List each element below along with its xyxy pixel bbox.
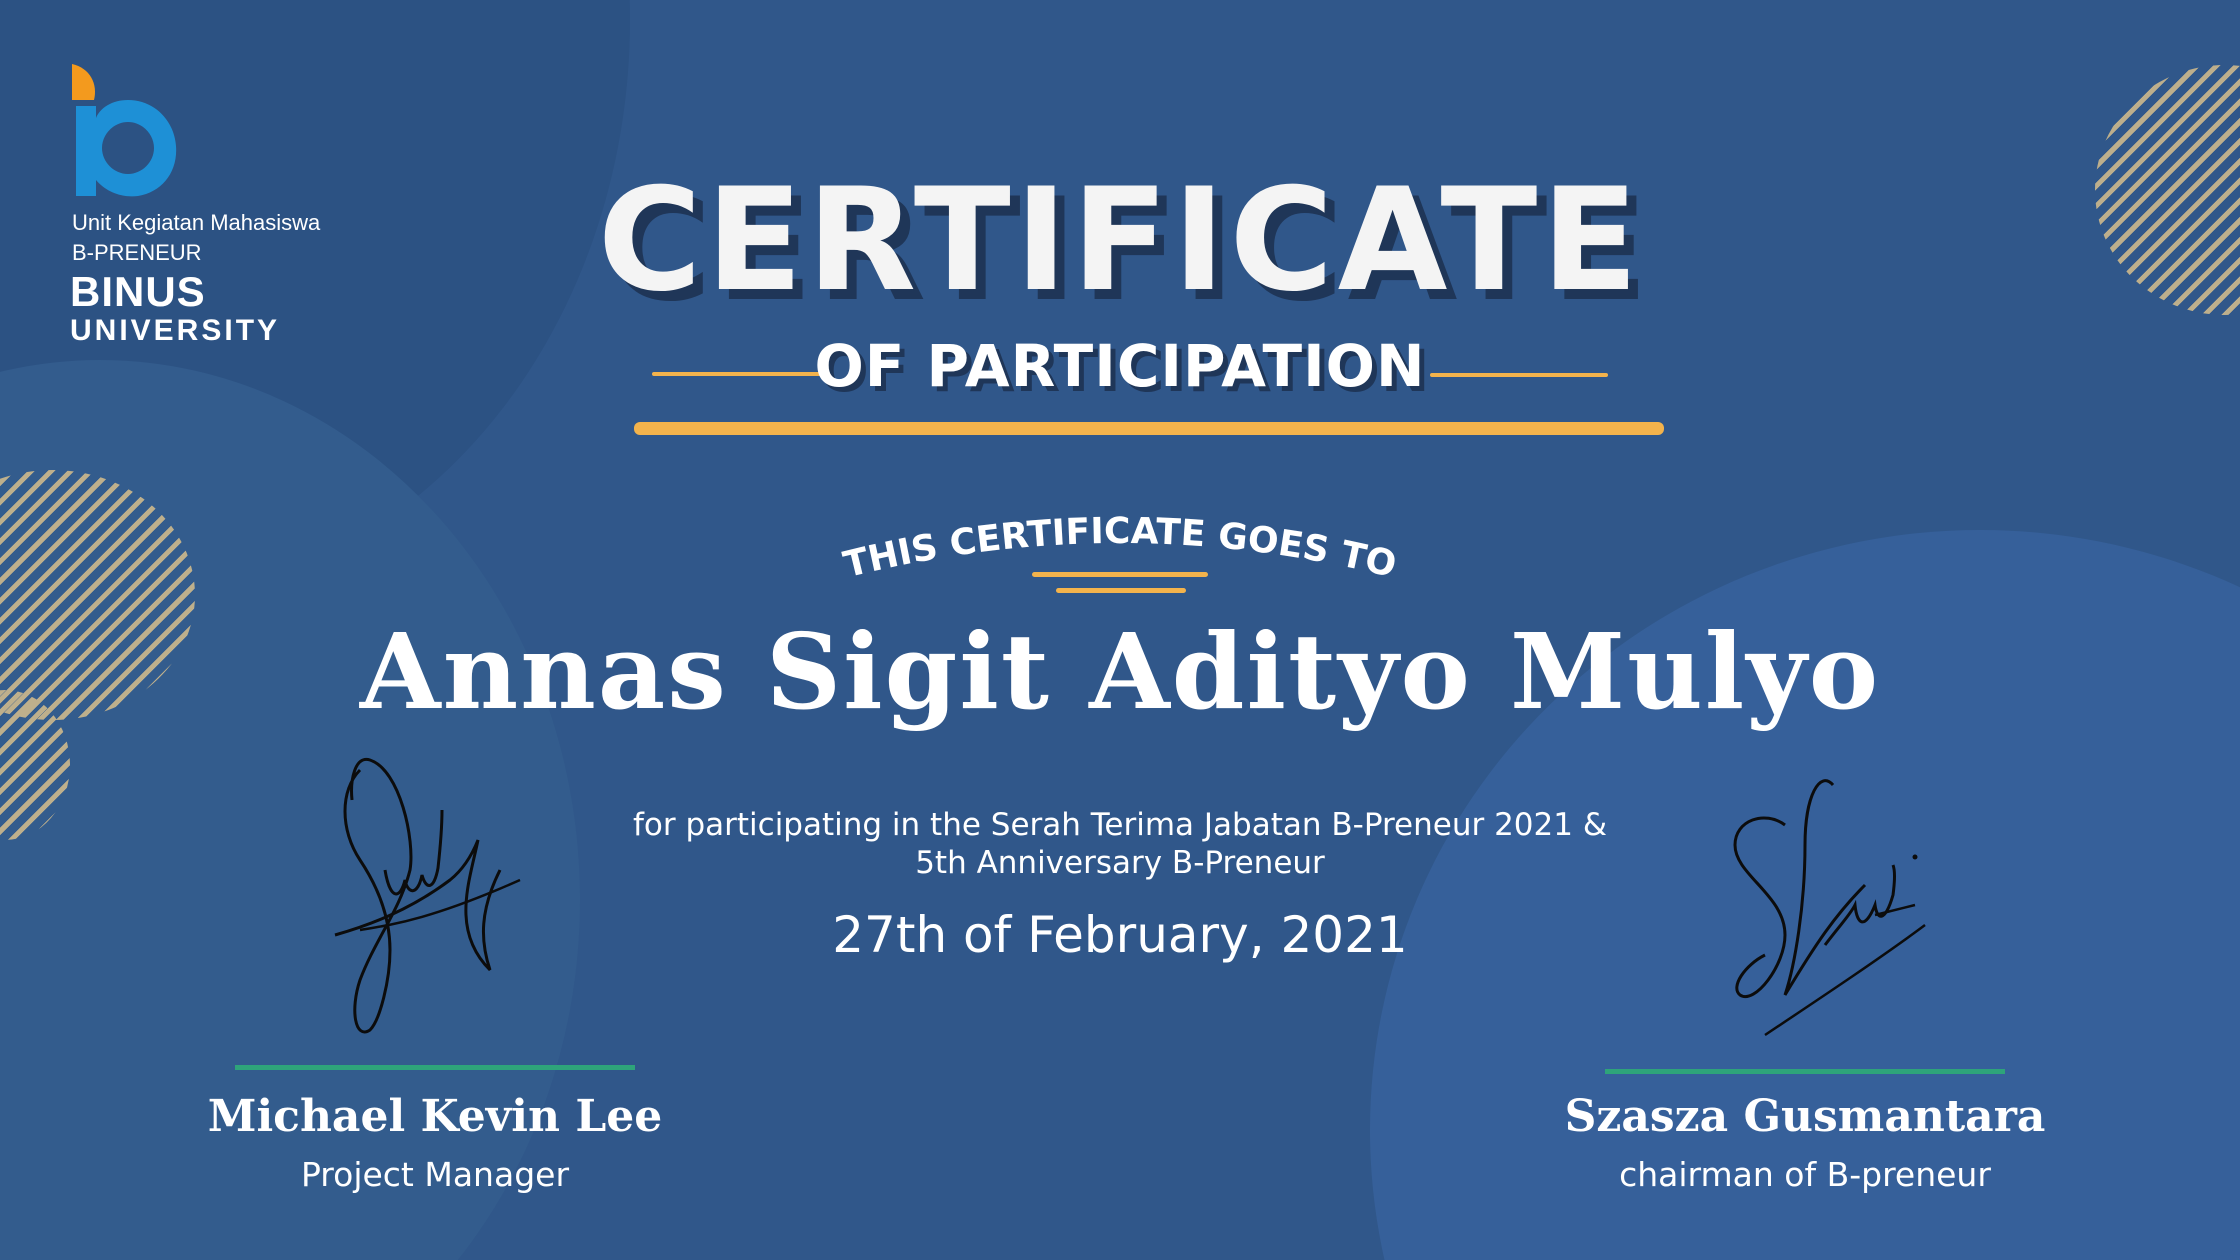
heading-underline <box>634 422 1664 435</box>
university-name: BINUS <box>70 268 206 315</box>
signature-left <box>330 750 530 1040</box>
intro-underline-2 <box>1056 588 1186 593</box>
recipient-name: Annas Sigit Adityo Mulyo <box>359 610 1881 733</box>
signatory-role-left: Project Manager <box>300 1155 570 1194</box>
certificate-subtitle: OF PARTICIPATION <box>814 332 1426 400</box>
signatory-name-right: Szasza Gusmantara <box>1564 1091 2046 1142</box>
signature-line-left <box>235 1065 635 1070</box>
recipient-intro <box>0 510 2240 590</box>
signature-right <box>1725 765 1945 1045</box>
description-line1: for participating in the Serah Terima Jabatan B-Preneur 2021 & <box>632 807 1608 843</box>
recipient-intro-text: THIS CERTIFICATE GOES TO <box>839 510 1401 587</box>
event-date: 27th of February, 2021 <box>832 906 1408 964</box>
signatory-name-left: Michael Kevin Lee <box>207 1091 663 1142</box>
divider-right <box>1430 373 1608 377</box>
org-line1: Unit Kegiatan Mahasiswa <box>72 210 321 235</box>
description-line2: 5th Anniversary B-Preneur <box>915 845 1325 881</box>
certificate-title: CERTIFICATE <box>597 158 1643 323</box>
university-suffix: UNIVERSITY <box>70 314 281 347</box>
org-line2: B-PRENEUR <box>72 240 202 265</box>
signatory-role-right: chairman of B-preneur <box>1619 1155 1991 1194</box>
intro-underline-1 <box>1032 572 1208 577</box>
signature-line-right <box>1605 1069 2005 1074</box>
